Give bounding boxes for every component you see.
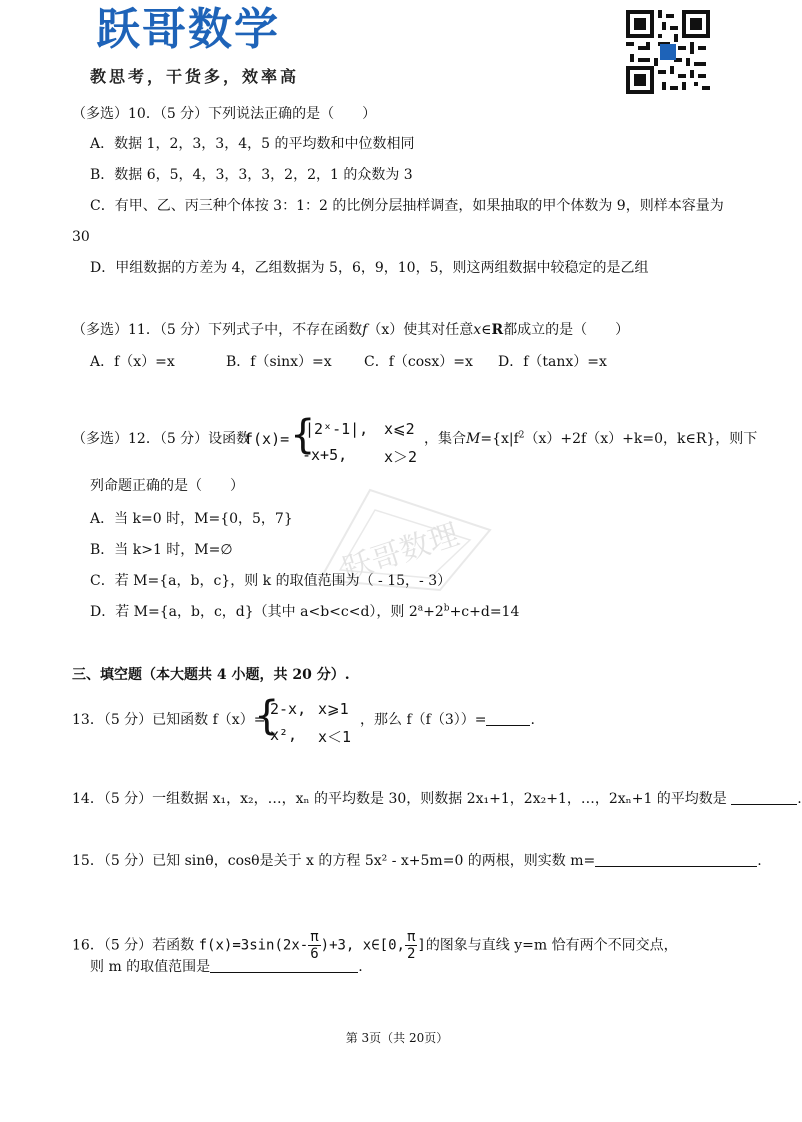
q16-fraction-pi-over-6: $\frac{\pi}{6}$ — [310, 929, 319, 963]
q16-fraction-pi-over-2: $\frac{\pi}{2}$ — [406, 929, 416, 963]
q12-option-b: B．当 k>1 时，M=∅ — [90, 542, 233, 558]
q10-option-a: A．数据 1，2，3，3，4，5 的平均数和中位数相同 — [90, 136, 415, 152]
q14-stem: 14．（5 分）一组数据 x₁，x₂，…，xₙ 的平均数是 30，则数据 2x₁+1，2x₂+1，…，2xₙ+1 的平均数是 . — [72, 791, 802, 807]
q16-answer-blank[interactable] — [210, 960, 358, 973]
q12-piece1-expr: |2ˣ-1|, — [305, 420, 369, 438]
q11-option-b: B．f（sinx）=x — [226, 354, 332, 370]
q12-set-text: ，集合$M=\{x|f^2(x)+2f(x)+k=0$，k∈R}，则下 — [424, 430, 758, 447]
q13-brace-icon: { — [254, 693, 280, 739]
q13-piece2-cond: x＜1 — [318, 728, 352, 746]
q15-stem: 15．（5 分）已知 sinθ，cosθ是关于 x 的方程 5x² - x+5m=0 的两根，则实数 m= . — [72, 853, 762, 869]
q13-answer-blank[interactable] — [486, 713, 530, 726]
q12-option-a: A．当 k=0 时，M={0，5，7} — [90, 511, 293, 527]
q11-option-a: A．f（x）=x — [90, 354, 175, 370]
qr-code-icon — [626, 10, 710, 94]
q11-option-c: C．f（cosx）=x — [364, 354, 473, 370]
q12-stem-prefix: （多选）12．（5 分）设函数 — [72, 431, 251, 447]
q16-line2: 则 m 的取值范围是 . — [90, 959, 363, 975]
q12-option-d: D．若 M={a，b，c，d}（其中 a<b<c<d），则 $2^a+2^b+c+d=14$ — [90, 603, 520, 620]
q12-piece2-expr: -x+5, — [302, 446, 348, 464]
section-3-title: 三、填空题（本大题共 4 小题，共 20 分）. — [72, 667, 350, 683]
q10-option-d: D．甲组数据的方差为 4，乙组数据为 5，6，9，10，5，则这两组数据中较稳定的是乙组 — [90, 260, 649, 276]
q10-option-c-line1: C．有甲、乙、丙三种个体按 3：1：2 的比例分层抽样调查，如果抽取的甲个体数为 9，则样本容量为 — [90, 198, 724, 214]
q12-brace-icon: { — [290, 412, 316, 458]
q10-option-c-line2: 30 — [72, 229, 90, 245]
q13-stem-prefix: 13．（5 分）已知函数 f（x）= — [72, 712, 266, 728]
watermark-text: 跃哥数理 — [338, 517, 464, 588]
q12-piece2-cond: x＞2 — [384, 448, 418, 466]
page-footer: 第 3页（共 20页） — [345, 1031, 449, 1045]
q13-piece1-cond: x⩾1 — [318, 700, 349, 718]
q13-piece2-expr: x², — [270, 726, 298, 744]
q13-stem-suffix: ，那么 f（f（3））= . — [360, 712, 535, 728]
q12-func-name: f(x)= — [244, 430, 290, 448]
q11-stem: （多选）11．（5 分）下列式子中，不存在函数f（x）使其对任意x∈R都成立的是（ ） — [72, 322, 630, 338]
q10-option-b: B．数据 6，5，4，3，3，3，2，2，1 的众数为 3 — [90, 167, 413, 183]
q15-answer-blank[interactable] — [595, 854, 757, 867]
q14-answer-blank[interactable] — [731, 792, 797, 805]
logo-slogan: 教思考，干货多，效率高 — [90, 67, 300, 86]
logo-title: 跃哥数学 — [96, 4, 280, 55]
q10-stem: （多选）10．（5 分）下列说法正确的是（ ） — [72, 106, 377, 122]
q13-piece1-expr: 2-x, — [270, 700, 307, 718]
q16-stem: 16．（5 分）若函数 f(x)=3sin(2x- $\frac{\pi}{6}$ )+3, x∈[0, $\frac{\pi}{2}$ ]的图象与直线 y=m 恰有两个不同交点， — [72, 929, 678, 963]
q12-piece1-cond: x⩽2 — [384, 420, 415, 438]
q12-option-c: C．若 M={a，b，c}，则 k 的取值范围为（ - 15，- 3） — [90, 573, 452, 589]
q11-option-d: D．f（tanx）=x — [498, 354, 607, 370]
q12-stem-line2: 列命题正确的是（ ） — [90, 478, 244, 494]
